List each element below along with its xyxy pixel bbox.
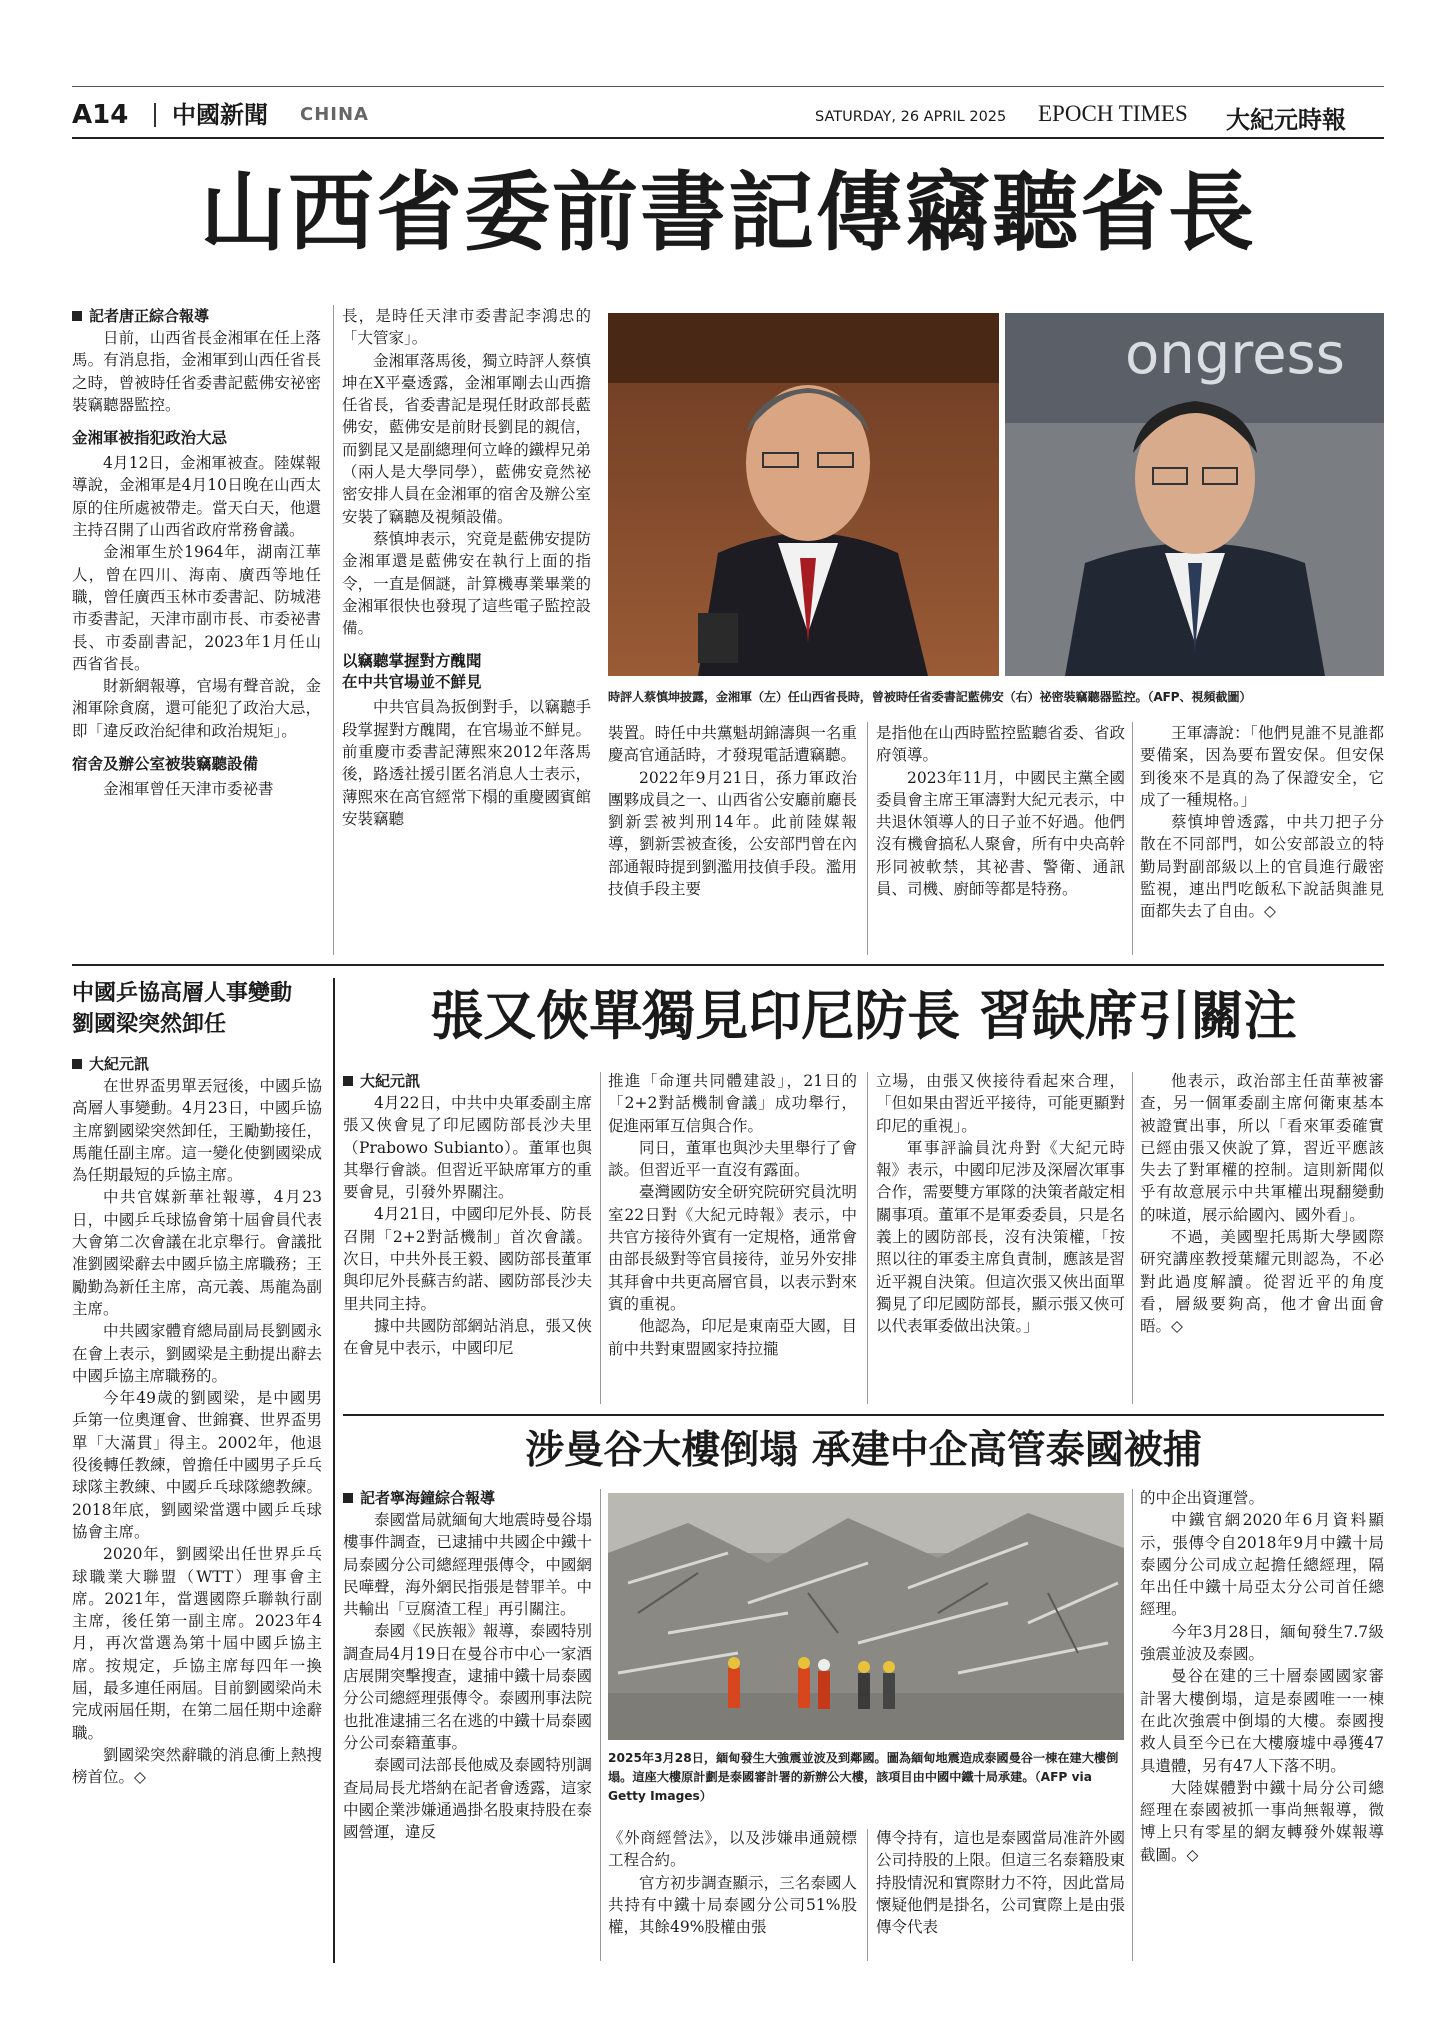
paragraph: 2020年，劉國梁出任世界乒乓球職業大聯盟（WTT）理事會主席。2021年，當選國際乒聯執行副主席，後任第一副主席。2023年4月，再次當選為第十屆中國乒協主席。按規定，乒協主席每四年一換屆，最多連任兩屆。目前劉國梁尚未完成兩屆任期，在第二屆任期中途辭職。	[72, 1545, 322, 1742]
article3-byline: 大紀元訊	[343, 1070, 592, 1092]
subheading: 以竊聽掌握對方醜聞 在中共官場並不鮮見	[342, 652, 482, 692]
article1-headline: 山西省委前書記傳竊聽省長	[200, 162, 1256, 263]
column-divider	[867, 1072, 868, 1404]
article4-photo-caption: 2025年3月28日，緬甸發生大強震並波及到鄰國。圖為緬甸地震造成泰國曼谷一棟在建大樓倒塌。這座大樓原計劃是泰國審計署的新辦公大樓，該項目由中國中鐵十局承建。（AFP via Getty Images）	[608, 1751, 1119, 1803]
section-label: CHINA	[300, 104, 369, 125]
article4-column-1	[343, 1487, 592, 1962]
paragraph: 《外商經營法》，以及涉嫌串通競標工程合約。	[608, 1829, 857, 1870]
top-rule	[72, 86, 1384, 87]
paragraph: 中共國家體育總局副局長劉國永在會上表示，劉國梁是主動提出辭去中國乒協主席職務的。	[72, 1322, 322, 1385]
paragraph: 他表示，政治部主任苗華被審查，另一個軍委副主席何衛東基本被證實出事，所以「看來軍委確實已經由張又俠說了算，習近平應該失去了對軍權的控制。這則新聞似乎有故意展示中共軍權出現翻變動的味道，展示給國內、國外看」。	[1140, 1072, 1384, 1224]
paragraph: 今年49歲的劉國梁，是中國男乒第一位奧運會、世錦賽、世界盃男單「大滿貫」得主。2002年，他退役後轉任教練，曾擔任中國男子乒乓球隊主教練、中國乒乓球隊總教練。2018年底，劉國梁當選中國乒乓球協會主席。	[72, 1389, 322, 1541]
paragraph: 中共官媒新華社報導，4月23日，中國乒乓球協會第十屆會員代表大會第二次會議在北京舉行。會議批准劉國梁辭去中國乒協主席職務；王勵勤為新任主席，高元義、馬龍為副主席。	[72, 1188, 322, 1318]
paragraph: 4月12日，金湘軍被查。陸媒報導說，金湘軍是4月10日晚在山西太原的住所處被帶走。當天白天，他還主持召開了山西省政府常務會議。	[72, 454, 321, 540]
subheading: 金湘軍被指犯政治大忌	[72, 429, 228, 448]
section-rule	[343, 1414, 1384, 1416]
paragraph: 泰國《民族報》報導，泰國特別調查局4月19日在曼谷市中心一家酒店展開突擊搜查，逮捕中鐵十局泰國分公司總經理張傳令。泰國刑事法院也批准逮捕三名在逃的中鐵十局泰國分公司泰籍董事。	[343, 1622, 592, 1752]
paper-name-en: EPOCH TIMES	[1038, 101, 1188, 126]
paragraph: 是指他在山西時監控監聽省委、省政府領導。	[876, 724, 1125, 765]
paragraph: 4月22日，中共中央軍委副主席張又俠會見了印尼國防部長沙夫里（Prabowo Subianto）。董軍也與其舉行會談。但習近平缺席軍方的重要會見，引發外界關注。	[343, 1094, 592, 1202]
article3-column-1	[343, 1070, 592, 1405]
paragraph: 傳令持有，這也是泰國當局准許外國公司持股的上限。但這三名泰籍股東持股情況和實際財力不符，因此當局懷疑他們是掛名，公司實際上是由張傳令代表	[876, 1829, 1125, 1937]
paragraph: 2023年11月，中國民主黨全國委員會主席王軍濤對大紀元表示，中共退休領導人的日子並不好過。他們沒有機會搞私人聚會，所有中央高幹形同被軟禁，其祕書、警衛、通訊員、司機、廚師等都是特務。	[876, 768, 1125, 899]
column-divider	[1132, 722, 1133, 955]
paragraph: 金湘軍生於1964年，湖南江華人，曾在四川、海南、廣西等地任職，曾任廣西玉林市委書記、防城港市委書記，天津市副市長、市委祕書長、市委副書記，2023年1月任山西省省長。	[72, 543, 321, 673]
article4-column-4	[1140, 1487, 1384, 1962]
paragraph: 大陸媒體對中鐵十局分公司總經理在泰國被抓一事尚無報導，微博上只有零星的網友轉發外媒報導截圖。◇	[1140, 1778, 1384, 1864]
subheading: 宿舍及辦公室被裝竊聽設備	[72, 755, 259, 774]
paragraph: 長，是時任天津市委書記李鴻忠的「大管家」。	[342, 307, 591, 348]
paragraph: 裝置。時任中共黨魁胡錦濤與一名重慶高官通話時，才發現電話遭竊聽。	[608, 724, 857, 765]
paragraph: 劉國梁突然辭職的消息衝上熱搜榜首位。◇	[72, 1745, 322, 1787]
column-divider	[600, 1489, 601, 1961]
paragraph: 蔡慎坤曾透露，中共刀把子分散在不同部門，如公安部設立的特勤局對副部級以上的官員進行嚴密監視，連出門吃飯私下說話與誰見面都失去了自由。◇	[1140, 813, 1384, 921]
article2-byline: 大紀元訊	[72, 1053, 322, 1075]
article1-column-3	[608, 722, 857, 955]
article2-body	[72, 1053, 322, 1973]
section-title: 中國新聞	[172, 101, 268, 129]
paragraph: 軍事評論員沈舟對《大紀元時報》表示，中國印尼涉及深層次軍事合作，需要雙方軍隊的決策者敲定相關事項。董軍不是軍委委員，只是名義上的國防部長，沒有決策權，「按照以往的軍委主席負責制，應該是習近平親自決策。但這次張又俠出面單獨見了印尼國防部長，顯示張又俠可以代表軍委做出決策。」	[876, 1138, 1125, 1336]
issue-date: SATURDAY, 26 APRIL 2025	[815, 109, 1007, 125]
paragraph: 臺灣國防安全研究院研究員沈明室22日對《大紀元時報》表示，中共官方接待外賓有一定規格，通常會由部長級對等官員接待，並另外安排其拜會中共更高層官員，以表示對來賓的重視。	[608, 1183, 857, 1313]
column-divider	[333, 978, 335, 1963]
paragraph: 財新網報導，官場有聲音說，金湘軍除貪腐，還可能犯了政治大忌，即「違反政治紀律和政治規矩」。	[72, 677, 321, 740]
column-divider	[867, 1829, 868, 1961]
paragraph: 金湘軍曾任天津市委祕書	[103, 780, 274, 799]
photo-lan-foan	[1005, 313, 1384, 676]
paragraph: 在世界盃男單丟冠後，中國乒協高層人事變動。4月23日，中國乒協主席劉國梁突然卸任，王勵勤接任，馬龍任副主席。這一變化使劉國梁成為任期最短的乒協主席。	[72, 1077, 322, 1185]
svg-text:ongress: ongress	[1125, 322, 1345, 387]
article4-headline: 涉曼谷大樓倒塌 承建中企高管泰國被捕	[525, 1428, 1202, 1473]
article4-column-3	[876, 1827, 1125, 1962]
column-divider	[867, 722, 868, 955]
paragraph: 中鐵官網2020年6月資料顯示，張傳令自2018年9月中鐵十局泰國分公司成立起擔任總經理，隔年出任中鐵十局亞太分公司首任總經理。	[1140, 1511, 1384, 1619]
article3-column-2	[608, 1070, 857, 1405]
paragraph: 金湘軍落馬後，獨立時評人蔡慎坤在X平臺透露，金湘軍剛去山西擔任省長，省委書記是現任財政部長藍佛安，藍佛安是前財長劉昆的親信，而劉昆又是副總理何立峰的鐵桿兄弟（兩人是大學同學），藍佛安竟然祕密安排人員在金湘軍的宿舍及辦公室安裝了竊聽及視頻設備。	[342, 351, 591, 526]
header-rule	[72, 137, 1384, 139]
paragraph: 官方初步調查顯示，三名泰國人共持有中鐵十局泰國分公司51%股權，其餘49%股權由張	[608, 1873, 857, 1937]
paragraph: 據中共國防部網站消息，張又俠在會見中表示，中國印尼	[343, 1316, 592, 1358]
paragraph: 同日，董軍也與沙夫里舉行了會談。但習近平一直沒有露面。	[608, 1138, 857, 1180]
paragraph: 的中企出資運營。	[1140, 1489, 1265, 1507]
paragraph: 2022年9月21日，孫力軍政治團夥成員之一、山西省公安廳前廳長劉新雲被判刑14年。此前陸媒報導，劉新雲被查後，公安部門曾在內部通報時提到劉濫用技偵手段。濫用技偵手段主要	[608, 768, 857, 899]
article3-column-3	[876, 1070, 1125, 1405]
article3-column-4	[1140, 1070, 1384, 1405]
article3-headline: 張又俠單獨見印尼防長 習缺席引關注	[430, 986, 1297, 1047]
photo-jin-xiangjun	[608, 313, 999, 676]
paragraph: 立場，由張又俠接待看起來合理，「但如果由習近平接待，可能更顯對印尼的重視」。	[876, 1072, 1125, 1135]
paragraph: 不過，美國聖托馬斯大學國際研究講座教授葉耀元則認為，不必對此過度解讀。從習近平的角度看，層級要夠高，他才會出面會晤。◇	[1140, 1228, 1384, 1336]
column-divider	[600, 1072, 601, 1404]
page-number: A14	[72, 100, 129, 130]
paragraph: 王軍濤說：「他們見誰不見誰都要備案，因為要布置安保。但安保到後來不是真的為了保證安全，它成了一種規格。」	[1140, 724, 1384, 809]
section-rule	[72, 964, 1384, 966]
article4-byline: 記者寧海鐘綜合報導	[343, 1487, 592, 1509]
paragraph: 4月21日，中國印尼外長、防長召開「2+2對話機制」首次會議。次日，中共外長王毅、國防部長董軍與印尼外長蘇吉約諾、國防部長沙夫里共同主持。	[343, 1205, 592, 1313]
column-divider	[1132, 1072, 1133, 1404]
paragraph: 日前，山西省長金湘軍在任上落馬。有消息指，金湘軍到山西任省長之時，曾被時任省委書記藍佛安祕密裝竊聽器監控。	[72, 329, 321, 414]
paragraph: 曼谷在建的三十層泰國國家審計署大樓倒塌，這是泰國唯一一棟在此次強震中倒塌的大樓。泰國搜救人員至今已在大樓廢墟中尋獲47具遺體，另有47人下落不明。	[1140, 1667, 1384, 1775]
article1-column-1	[72, 305, 321, 955]
article1-column-5	[1140, 722, 1384, 955]
paragraph: 推進「命運共同體建設」，21日的「2+2對話機制會議」成功舉行，促進兩軍互信與合作。	[608, 1072, 857, 1135]
article1-column-2	[342, 305, 591, 955]
article1-photo-caption: 時評人蔡慎坤披露，金湘軍（左）任山西省長時，曾被時任省委書記藍佛安（右）祕密裝竊聽器監控。（AFP、視頻截圖）	[608, 690, 1252, 704]
article1-column-4	[876, 722, 1125, 955]
paragraph: 中共官員為扳倒對手，以竊聽手段掌握對方醜聞，在官場並不鮮見。前重慶市委書記薄熙來2012年落馬後，路透社援引匿名消息人士表示，薄熙來在高官經常下榻的重慶國賓館安裝竊聽	[342, 698, 591, 828]
column-divider	[1132, 1489, 1133, 1961]
photo-bangkok-collapse	[608, 1493, 1124, 1740]
paragraph: 泰國當局就緬甸大地震時曼谷塌樓事件調查，已逮捕中共國企中鐵十局泰國分公司總經理張傳令，中國網民嘩聲，海外網民指張是替罪羊。中共輸出「豆腐渣工程」再引關注。	[343, 1511, 592, 1619]
article4-column-2	[608, 1827, 857, 1962]
article1-byline: 記者唐正綜合報導	[72, 305, 321, 327]
column-divider	[333, 305, 334, 955]
article2-headline: 中國乒協高層人事變動 劉國梁突然卸任	[72, 981, 293, 1037]
paragraph: 他認為，印尼是東南亞大國，目前中共對東盟國家持拉攏	[608, 1317, 857, 1358]
paragraph: 泰國司法部長他威及泰國特別調查局局長尤塔納在記者會透露，這家中國企業涉嫌通過掛名股東持股在泰國營運，違反	[343, 1756, 592, 1842]
paragraph: 今年3月28日，緬甸發生7.7級強震並波及泰國。	[1140, 1622, 1384, 1664]
paper-name-cn: 大紀元時報	[1226, 105, 1346, 134]
paragraph: 蔡慎坤表示，究竟是藍佛安提防金湘軍還是藍佛安在執行上面的指令，一直是個謎，計算機專業畢業的金湘軍很快也發現了這些電子監控設備。	[342, 529, 591, 638]
header-divider	[154, 103, 156, 127]
